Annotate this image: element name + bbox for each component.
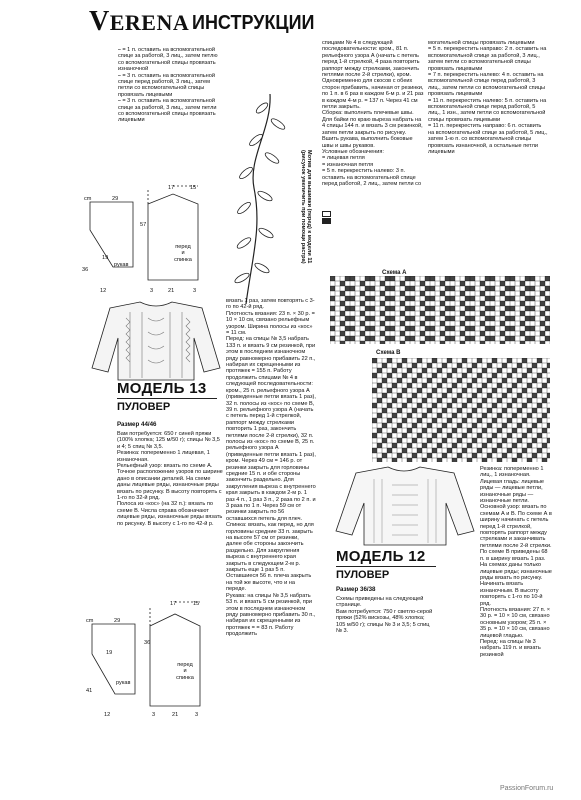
dim-36-b: 36: [144, 640, 151, 646]
dim-cm: cm: [84, 196, 92, 202]
dim-19: 19: [102, 255, 109, 261]
dim-3bb: 3: [195, 712, 199, 718]
front-back-label: перед и спинка: [174, 244, 192, 263]
model12-rule: [336, 566, 436, 567]
model12-text: Схемы приведены на следующей странице. Вам потребуется: 750 г светло-серой пряжи (52% вискозы, 48% хлопка; 105 м/50 г); спицы № 3 и 3,5; 5 спиц № 3.: [336, 596, 433, 635]
schema-b-grid: [372, 358, 550, 462]
model13-title: МОДЕЛЬ 13: [117, 380, 207, 397]
brand-rest: ERENA: [109, 10, 190, 35]
symbol-legend-top: ⎯ = 1 п. оставить на вспомогательной спице за работой, 3 лиц., затем петлю со вспомогательной спицы провязать изнаночной ⎯ = 3 п. оставить на вспомогательной спице перед работой, 3 лиц., затем петли со вспомогательной спицы провязать лицевыми ⎯ = 3 п. оставить на вспомогательной спице за работой, 3 лиц., затем петли со вспомогательной спицы провязать лицевыми: [118, 47, 218, 124]
dim-19-b: 19: [106, 650, 113, 656]
legend-knit-symbol: [322, 211, 331, 217]
schema-b-label: Схема В: [376, 350, 401, 356]
dim-3b: 3: [193, 288, 197, 294]
dim-12-b: 12: [104, 712, 111, 718]
model12-title: МОДЕЛЬ 12: [336, 548, 426, 565]
symbol-legend-col4: могательной спицы провязать лицевыми = 5 п. перекрестить направо: 2 п. оставить на вспомогательной спице за работой, 3 лиц., затем петли со вспомогательной спицы провязать лицевыми = 7 п. перекрестить налево: 4 п. оставить на вспомогательной спице перед работой, 3 лиц., затем петли со вспомогательной спицы провязать лицевыми = 11 п. перекрестить налево: 5 п. оставить на вспомогательной спице перед работой, 5 лиц., 1 изн., затем петли со вспомогательной спицы провязать лицевыми = 11 п. перекрестить направо: 6 п. оставить на вспомогательной спице за работой, 5 лиц., затем 1-ю п. со вспомогательной спицы провязать изнаночной, а остальные петли лицевыми: [428, 40, 548, 155]
dim-36: 36: [82, 267, 89, 273]
sleeve-label-b: рукав: [116, 680, 131, 686]
dim-3-b: 3: [152, 712, 156, 718]
model13-instructions-col3: спицами № 4 в следующей последовательности: кром., 81 п. рельефного узора А (начать с петель перед 1-й стрелкой, 4 раза повторить раппорт между стрелками, закончить петлями после 2-й стрелки), кром. Одновременно для скосов с обеих сторон прибавить, начиная от резинки, по 1 п. в 6 раз в каждом 6-м р. и 21 раз в каждом 4-м р. = 137 п. Через 41 см петли закрыть. Сборка: выполнить плечевые швы. Для байки по краю выреза набрать на 4 спицы 144 п. и вязать 3 см резинкой, затем петли закрыть по рисунку. Вшить рукава, выполнить боковые швы и швы рукавов. Условные обозначения: = лицевая петля = изнаночная петля = 5 п. перекрестить налево: 3 п. оставить на вспомогательной спице перед работой, 2 лиц., затем петли со: [322, 40, 424, 187]
dim-29-b: 29: [114, 618, 121, 624]
sleeve-label: рукав: [114, 262, 129, 268]
brand-first-letter: V: [89, 6, 110, 37]
model12-size: Размер 36/38: [336, 586, 376, 593]
model13-rule: [117, 398, 217, 399]
motif-caption: [300, 150, 312, 264]
legend-purl-symbol: [322, 218, 331, 224]
sweater-illustration-model13: [90, 298, 222, 382]
model13-kind: ПУЛОВЕР: [117, 401, 171, 413]
dim-12: 12: [100, 288, 107, 294]
dim-17: 17: [168, 185, 175, 191]
sweater-illustration-model12: [334, 465, 476, 547]
motif-caption-text: Мотив для вышивки (перед) к модели 11 (рисунок увеличить при помощи растра): [300, 150, 312, 264]
pattern-diagram-model13-bottom: [80, 584, 230, 714]
page-title: ИНСТРУКЦИИ: [192, 12, 315, 34]
front-back-label-b: перед и спинка: [176, 662, 194, 681]
dim-41-b: 41: [86, 688, 93, 694]
dim-21: 21: [168, 288, 175, 294]
embroidery-vine-illustration: [232, 88, 288, 306]
dim-15: 15: [190, 185, 197, 191]
dim-cm-b: cm: [86, 618, 94, 624]
model13-instructions-col2: вязать 1 раз, затем повторять с 3-го по 42-й ряд. Плотность вязания: 23 п. × 30 р. = 10 × 10 см, связано рельефным узором. Ширина полосы из «кос» = 11 см. Перед: на спицы № 3,5 набрать 133 п. и вязать 9 см резинкой, при этом в последнем изнаночном ряду равномерно прибавить 22 п., набирая их скрещенными из протяжек = 155 п. Работу продолжить спицами № 4 в следующей последовательности: кром., 25 п. рельефного узора А (приведенные петли вязать 1 раз), 32 п. полосы из «кос» по схеме В, 39 п. рельефного узора А (начать с петель перед 1-й стрелкой, раппорт между стрелками повторить 1 раз, закончить петлями после 2-й стрелки), 32 п. полосы из «кос» по схеме В, 25 п. рельефного узора А (приведенные петли вязать 1 раз), кром. Через 49 см = 146 р. от резинки закрыть для горловины средние 15 п. и обе стороны закончить раздельно. Для закругления выреза с внутреннего края закрыть в каждом 2-м р. 1 раз 4 п., 1 раз 3 п., 2 раза по 2 п. и 3 раза по 1 п. Через 59 см от резинки закрыть по 56 оставшихся петель для плеч. Спинка: вязать, как перед, но для горловины средние 33 п. закрыть на высоте 57 см от резинки, далее обе стороны закончить раздельно. Для закругления выреза с внутреннего края закрыть в следующем 2-м р. закрыть еще 1 раз 5 п. Оставшиеся 56 п. плеча закрыть на той же высоте, что и на переде. Рукава: на спицы № 3,5 набрать 53 п. и вязать 5 см резинкой, при этом в последнем изнаночном ряду равномерно прибавить 30 п., набирая их скрещенными из протяжек = = 83 п. Работу продолжить: [226, 298, 316, 638]
model12-kind: ПУЛОВЕР: [336, 569, 390, 581]
dim-17-b: 17: [170, 601, 177, 607]
brand-logo: [89, 6, 189, 38]
dim-3: 3: [150, 288, 154, 294]
schema-a-grid: [330, 276, 550, 344]
model13-text: Вам потребуется: 650 г синей пряжи (100% хлопка; 125 м/50 г); спицы № 3,5 и 4; 5 спиц № 3,5. Резинка: попеременно 1 лицевая, 1 изнаночная. Рельефный узор: вязать по схеме А. Точное расположение узоров по ширине дано в описании деталей. На схеме даны лицевые ряды, изнаночные ряды вязать по рисунку. В высоту повторять с 1-го по 32-й ряд. Полоса из «кос» (на 32 п.): вязать по схеме В. Числа справа обозначают лицевые ряды, изнаночные ряды вязать по рисунку. В высоту с 1-го по 42-й р.: [117, 431, 223, 527]
dim-15-b: 15: [193, 601, 200, 607]
model12-instructions: Резинка: попеременно 1 лиц., 1 изнаночная. Лицевая гладь: лицевые ряды — лицевые петли, изнаночные ряды — изнаночные петли. Основной узор: вязать по схемам А и В. По схеме А в ширину начинать с петель перед 1-й стрелкой, повторять раппорт между стрелками и заканчивать петлями после 2-й стрелки. По схеме В приведены 68 п. в ширину вязать 1 раз. На схемах даны только лицевые ряды; изнаночные ряды вязать по рисунку. Начинать вязать изнаночным. В высоту повторять с 1-го по 10-й ряд. Плотность вязания: 27 п. × 30 р. = 10 × 10 см, связано основным узором; 25 п. × 35 р. = 10 × 10 см, связано лицевой гладью. Перед: на спицы № 3 набрать 119 п. и вязать резинкой: [480, 466, 552, 658]
dim-57: 57: [140, 222, 147, 228]
schema-a-label: Схема А: [382, 270, 407, 276]
model13-size: Размер 44/46: [117, 421, 157, 428]
site-watermark: PassionForum.ru: [500, 785, 554, 792]
dim-21-b: 21: [172, 712, 179, 718]
dim-29: 29: [112, 196, 119, 202]
pattern-diagram-model13-top: [78, 172, 228, 290]
